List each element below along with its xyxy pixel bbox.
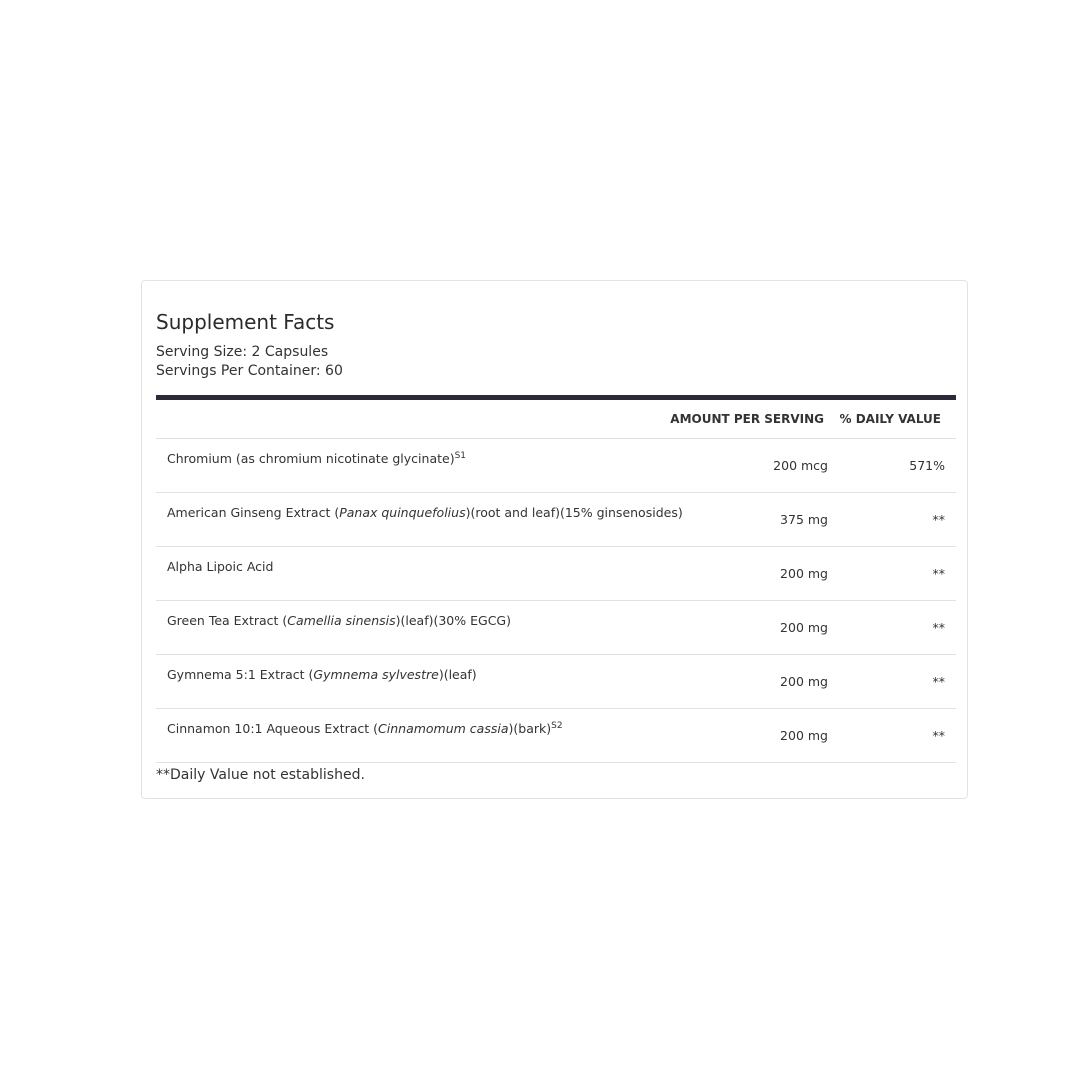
- table-row: [156, 708, 956, 763]
- table-row: [156, 654, 956, 708]
- ingredient-name: Green Tea Extract (Camellia sinensis)(leaf)(30% EGCG): [167, 613, 511, 628]
- servings-per-container: Servings Per Container: 60: [156, 363, 343, 379]
- ingredient-name: Cinnamon 10:1 Aqueous Extract (Cinnamomum cassia)(bark)$^{S2}$: [167, 721, 563, 736]
- ingredient-amount: 200 mg: [780, 674, 828, 689]
- ingredient-amount: 200 mg: [780, 620, 828, 635]
- ingredient-name: American Ginseng Extract (Panax quinquefolius)(root and leaf)(15% ginsenosides): [167, 505, 683, 520]
- ingredient-daily-value: **: [932, 512, 945, 527]
- table-row: [156, 546, 956, 600]
- heavy-divider: [156, 395, 956, 400]
- table-row: [156, 600, 956, 654]
- daily-value-footnote: **Daily Value not established.: [156, 767, 365, 783]
- ingredient-amount: 200 mg: [780, 728, 828, 743]
- ingredient-daily-value: **: [932, 566, 945, 581]
- panel-title: Supplement Facts: [156, 310, 335, 334]
- supplement-facts-panel: [141, 280, 968, 799]
- ingredient-daily-value: **: [932, 620, 945, 635]
- table-row: [156, 492, 956, 546]
- ingredient-daily-value: 571%: [909, 458, 945, 473]
- amount-per-serving-header: AMOUNT PER SERVING: [670, 412, 824, 426]
- footnote-marker: S1: [454, 451, 467, 461]
- ingredient-name: Chromium (as chromium nicotinate glycinate)$^{S1}$: [167, 451, 467, 466]
- serving-size: Serving Size: 2 Capsules: [156, 344, 329, 360]
- table-row: [156, 438, 956, 492]
- ingredient-daily-value: **: [932, 728, 945, 743]
- ingredient-daily-value: **: [932, 674, 945, 689]
- ingredient-amount: 200 mcg: [773, 458, 828, 473]
- ingredient-name: Gymnema 5:1 Extract (Gymnema sylvestre)(leaf): [167, 667, 477, 682]
- daily-value-header: % DAILY VALUE: [839, 412, 941, 426]
- ingredient-amount: 375 mg: [780, 512, 828, 527]
- ingredient-name: Alpha Lipoic Acid: [167, 559, 274, 574]
- footnote-marker: S2: [551, 721, 563, 731]
- ingredient-table: [156, 438, 956, 763]
- ingredient-amount: 200 mg: [780, 566, 828, 581]
